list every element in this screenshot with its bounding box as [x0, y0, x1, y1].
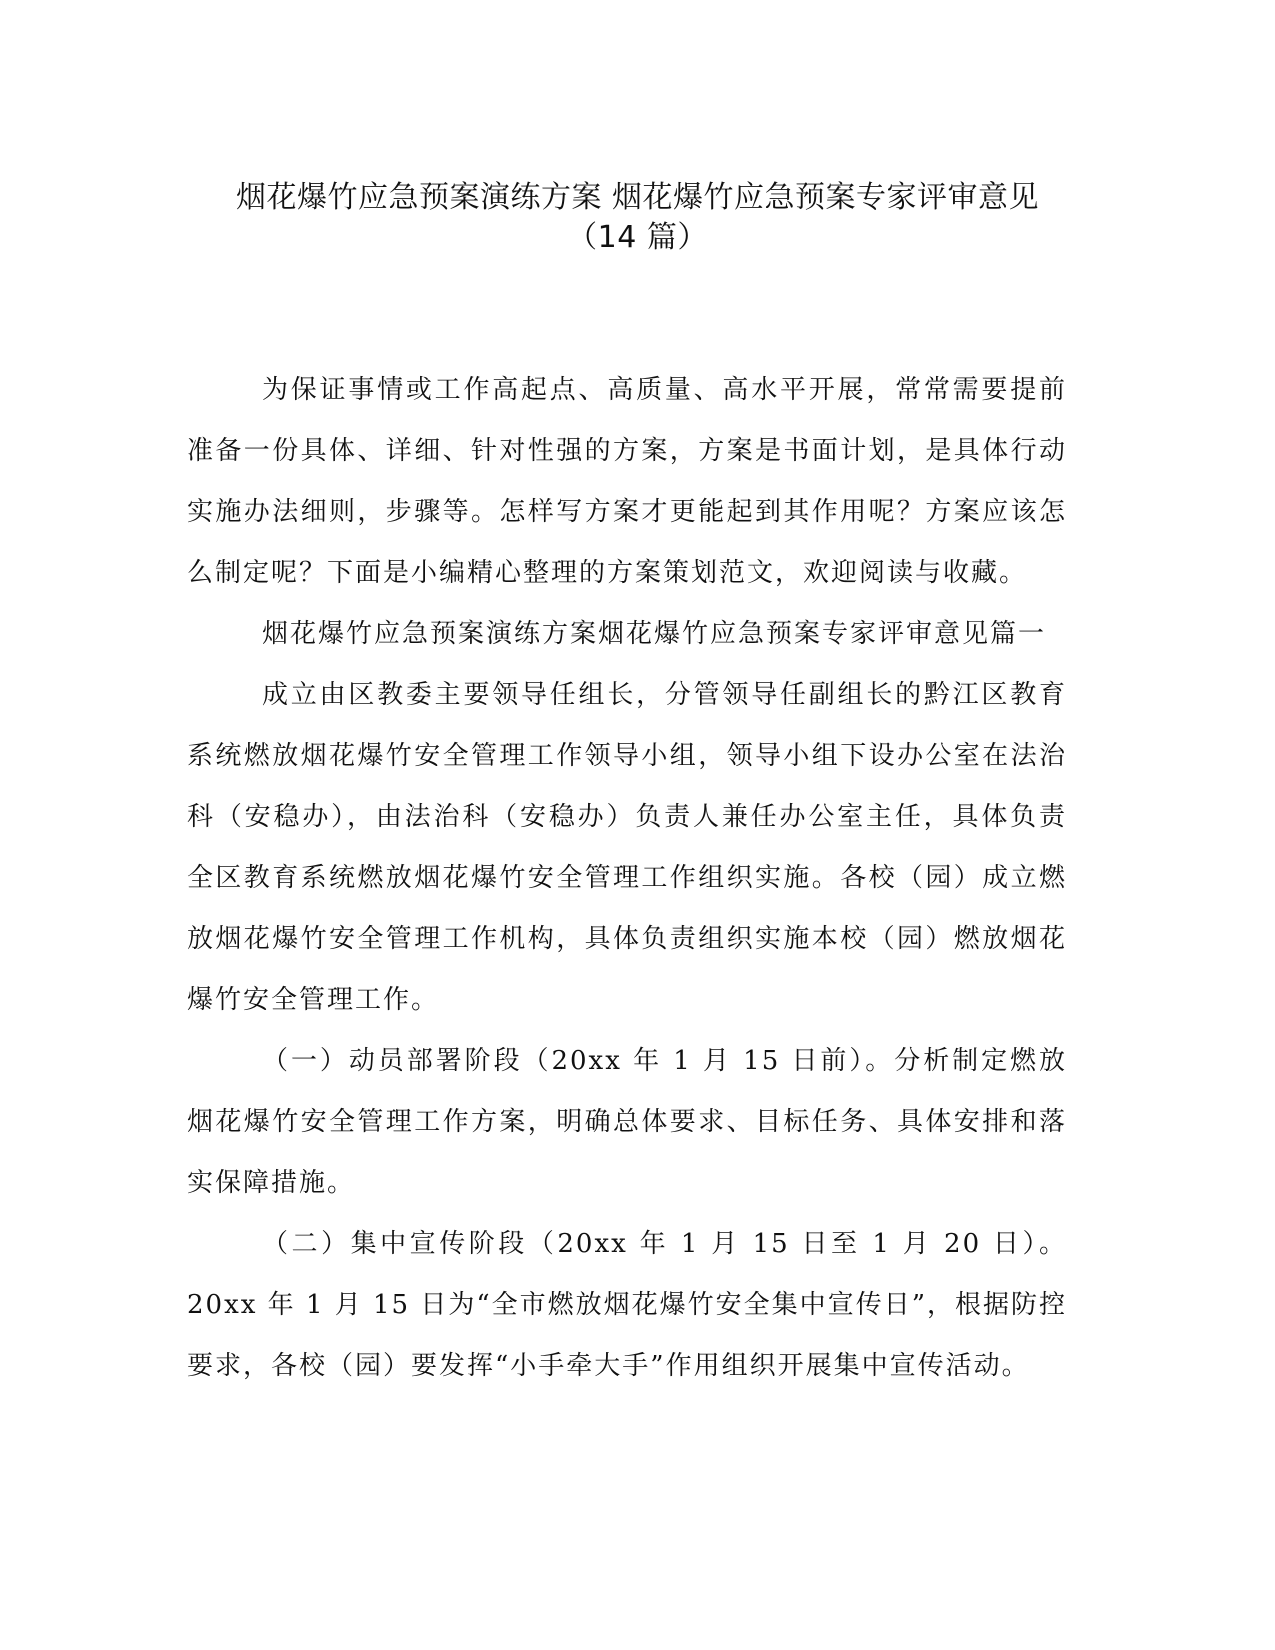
- body-paragraph-organization: 成立由区教委主要领导任组长，分管领导任副组长的黔江区教育系统燃放烟花爆竹安全管理工作领导小组，领导小组下设办公室在法治科（安稳办），由法治科（安稳办）负责人兼任办公室主任，具体负责全区教育系统燃放烟花爆竹安全管理工作组织实施。各校（园）成立燃放烟花爆竹安全管理工作机构，具体负责组织实施本校（园）燃放烟花爆竹安全管理工作。: [187, 680, 1067, 1015]
- intro-paragraph: 为保证事情或工作高起点、高质量、高水平开展，常常需要提前准备一份具体、详细、针对性强的方案，方案是书面计划，是具体行动实施办法细则，步骤等。怎样写方案才更能起到其作用呢？方案应该怎么制定呢？下面是小编精心整理的方案策划范文，欢迎阅读与收藏。: [187, 375, 1067, 588]
- title-line-1: 烟花爆竹应急预案演练方案 烟花爆竹应急预案专家评审意见: [235, 180, 1040, 215]
- document-body: [187, 360, 1067, 1397]
- body-paragraph-phase-2: （二）集中宣传阶段（20xx 年 1 月 15 日至 1 月 20 日）。20xx 年 1 月 15 日为“全市燃放烟花爆竹安全集中宣传日”，根据防控要求，各校（园）要发挥“小手牵大手”作用组织开展集中宣传活动。: [187, 1229, 1067, 1381]
- title-line-2: （14 篇）: [567, 220, 708, 255]
- section-heading: 烟花爆竹应急预案演练方案烟花爆竹应急预案专家评审意见篇一: [262, 619, 1047, 649]
- body-paragraph-phase-1: （一）动员部署阶段（20xx 年 1 月 15 日前）。分析制定燃放烟花爆竹安全管理工作方案，明确总体要求、目标任务、具体安排和落实保障措施。: [187, 1046, 1067, 1198]
- document-title: [150, 178, 1125, 258]
